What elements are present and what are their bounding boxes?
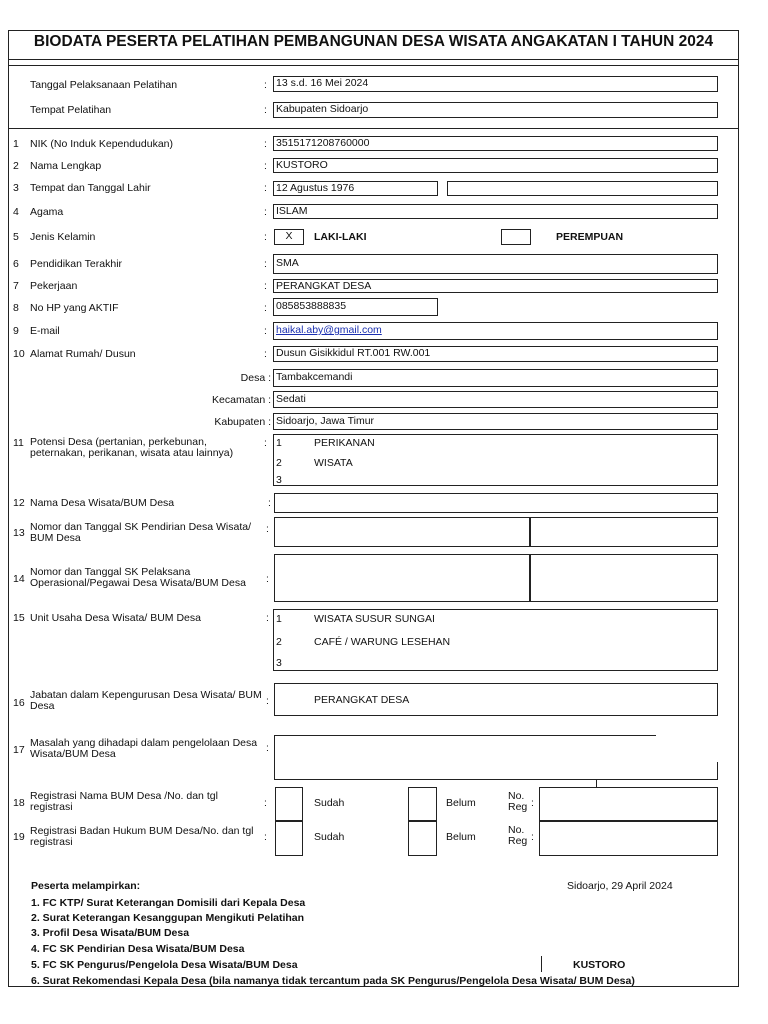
sk-founding-number-field[interactable] — [274, 517, 530, 547]
problem-field[interactable] — [274, 779, 718, 780]
job-label: Pekerjaan — [30, 280, 78, 292]
units-label: Unit Usaha Desa Wisata/ BUM Desa — [30, 612, 201, 624]
attachment-item: 6. Surat Rekomendasi Kepala Desa (bila namanya tidak tercantum pada SK Pengurus/Pengelola Desa Wisata/ BUM Desa) — [31, 975, 635, 987]
female-checkbox[interactable] — [501, 229, 531, 245]
training-date-field[interactable]: 13 s.d. 16 Mei 2024 — [273, 76, 718, 92]
job-field[interactable]: PERANGKAT DESA — [273, 279, 718, 293]
reg-legal-belum-checkbox[interactable] — [408, 821, 437, 856]
email-label: E-mail — [30, 325, 60, 337]
training-date-label: Tanggal Pelaksanaan Pelatihan — [30, 79, 178, 91]
unit-item: WISATA SUSUR SUNGAI — [314, 613, 435, 625]
signature-mark — [541, 956, 542, 972]
position-label: Jabatan dalam Kepengurusan Desa Wisata/ BUM Desa — [30, 689, 262, 712]
reg-legal-label: Registrasi Badan Hukum BUM Desa/No. dan tgl registrasi — [30, 825, 254, 848]
name-label: Nama Lengkap — [30, 160, 102, 172]
sk-founding-date-field[interactable] — [530, 517, 718, 547]
position-value: PERANGKAT DESA — [314, 694, 410, 706]
education-label: Pendidikan Terakhir — [30, 258, 123, 270]
phone-field[interactable]: 085853888835 — [273, 298, 438, 316]
bum-name-field[interactable] — [274, 493, 718, 513]
attachment-item: 4. FC SK Pendirian Desa Wisata/BUM Desa — [31, 943, 245, 955]
reg-legal-number-field[interactable] — [539, 821, 718, 856]
attachments-title: Peserta melampirkan: — [31, 880, 141, 892]
sk-founding-label: Nomor dan Tanggal SK Pendirian Desa Wisata/ BUM Desa — [30, 521, 252, 544]
problem-left-line — [274, 735, 275, 779]
kabupaten-field[interactable]: Sidoarjo, Jawa Timur — [273, 413, 718, 430]
attachment-item: 2. Surat Keterangan Kesanggupan Mengikuti Pelatihan — [31, 912, 305, 924]
email-field[interactable] — [273, 322, 718, 340]
birth-extra-field[interactable] — [447, 181, 718, 196]
problem-tick — [596, 779, 597, 787]
phone-label: No HP yang AKTIF — [30, 302, 119, 314]
male-checkbox[interactable]: X — [274, 229, 304, 245]
reg-legal-sudah-checkbox[interactable] — [275, 821, 303, 856]
kabupaten-label: Kabupaten : — [214, 416, 271, 428]
signer-name: KUSTORO — [573, 959, 626, 971]
divider — [8, 59, 739, 60]
attachment-item: 3. Profil Desa Wisata/BUM Desa — [31, 927, 190, 939]
training-place-label: Tempat Pelatihan — [30, 104, 112, 116]
divider — [8, 128, 739, 129]
form-title: BIODATA PESERTA PELATIHAN PEMBANGUNAN DESA WISATA ANGAKATAN I TAHUN 2024 — [33, 33, 714, 50]
place-date: Sidoarjo, 29 April 2024 — [567, 880, 673, 892]
birth-field[interactable]: 12 Agustus 1976 — [273, 181, 438, 196]
birth-label: Tempat dan Tanggal Lahir — [30, 182, 151, 194]
email-link[interactable]: haikal.aby@gmail.com — [276, 324, 382, 336]
desa-label: Desa : — [240, 372, 271, 384]
problem-right-line — [717, 762, 718, 779]
male-label: LAKI-LAKI — [314, 231, 367, 243]
kecamatan-field[interactable]: Sedati — [273, 391, 718, 408]
training-place-field[interactable]: Kabupaten Sidoarjo — [273, 102, 718, 118]
sk-operational-date-field[interactable] — [530, 554, 718, 602]
problem-label: Masalah yang dihadapi dalam pengelolaan Desa Wisata/BUM Desa — [30, 737, 258, 760]
female-label: PEREMPUAN — [556, 231, 624, 243]
religion-field[interactable]: ISLAM — [273, 204, 718, 219]
problem-top-line — [274, 735, 656, 736]
kecamatan-label: Kecamatan : — [212, 394, 271, 406]
sk-operational-number-field[interactable] — [274, 554, 530, 602]
religion-label: Agama — [30, 206, 64, 218]
reg-name-number-field[interactable] — [539, 787, 718, 821]
address-field[interactable]: Dusun Gisikkidul RT.001 RW.001 — [273, 346, 718, 362]
reg-name-label: Registrasi Nama BUM Desa /No. dan tgl registrasi — [30, 790, 218, 813]
desa-field[interactable]: Tambakcemandi — [273, 369, 718, 387]
reg-name-belum-checkbox[interactable] — [408, 787, 437, 821]
potential-item: PERIKANAN — [314, 437, 375, 449]
attachment-item: 1. FC KTP/ Surat Keterangan Domisili dari Kepala Desa — [31, 897, 306, 909]
potential-label: Potensi Desa (pertanian, perkebunan, peternakan, perikanan, wisata atau lainnya) — [30, 436, 234, 459]
bum-name-label: Nama Desa Wisata/BUM Desa — [30, 497, 175, 509]
divider — [8, 65, 739, 66]
potential-item: WISATA — [314, 457, 353, 469]
nik-label: NIK (No Induk Kependudukan) — [30, 138, 174, 150]
unit-item: CAFÉ / WARUNG LESEHAN — [314, 636, 451, 648]
attachment-item: 5. FC SK Pengurus/Pengelola Desa Wisata/BUM Desa — [31, 959, 298, 971]
name-field[interactable]: KUSTORO — [273, 158, 718, 173]
address-label: Alamat Rumah/ Dusun — [30, 348, 136, 360]
nik-field[interactable]: 3515171208760000 — [273, 136, 718, 151]
reg-name-sudah-checkbox[interactable] — [275, 787, 303, 821]
sk-operational-label: Nomor dan Tanggal SK Pelaksana Operasional/Pegawai Desa Wisata/BUM Desa — [30, 566, 246, 589]
education-field[interactable]: SMA — [273, 254, 718, 274]
gender-label: Jenis Kelamin — [30, 231, 96, 243]
